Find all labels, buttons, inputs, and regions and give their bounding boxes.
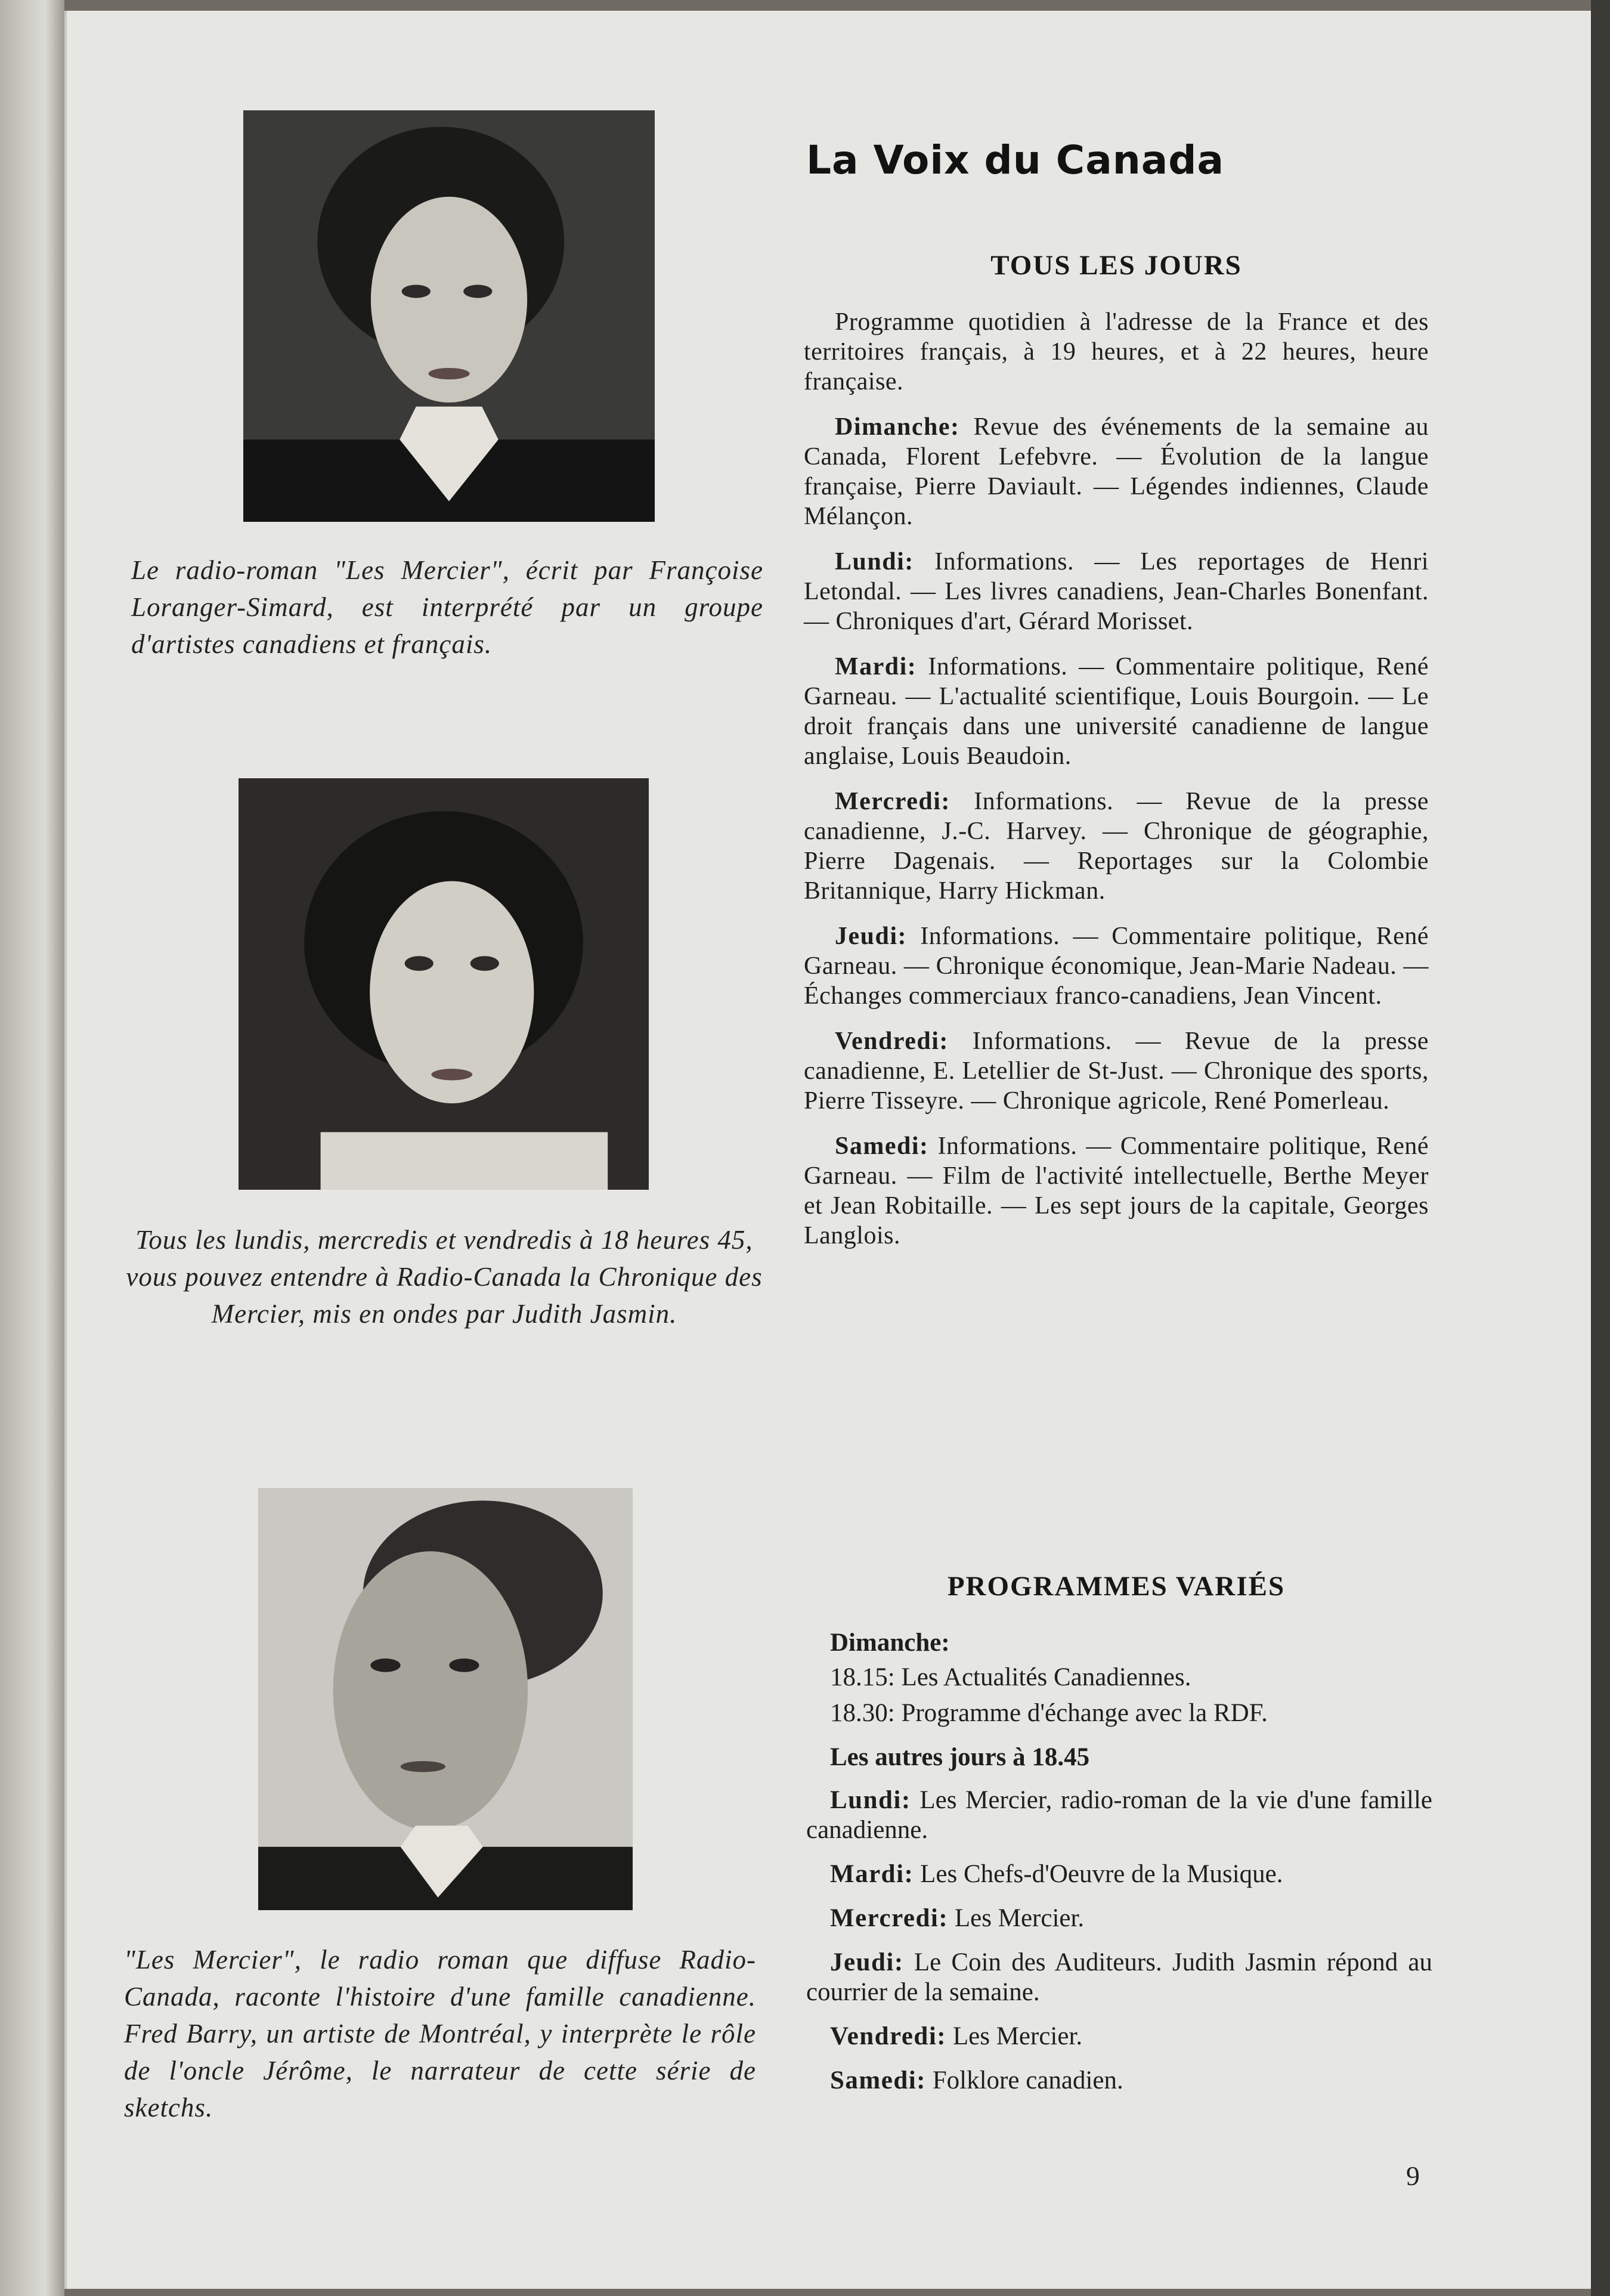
day-text: Revue des événements de la semaine au Canada, Florent Lefebvre. — Évolution de la langue française, Pierre Daviault. — Légendes indiennes, Claude Mélançon. [804,413,1429,530]
caption-1: Le radio-roman "Les Mercier", écrit par Françoise Loranger-Simard, est interprété par un groupe d'artistes canadiens et français. [131,555,763,659]
day-label: Mardi: [835,653,917,680]
intro-paragraph: Programme quotidien à l'adresse de la France et des territoires français, à 19 heures, et à 22 heures, heure française. [804,308,1429,395]
schedule-samedi [804,1131,1429,1251]
day-label: Vendredi: [830,2022,947,2050]
day-text: Informations. — Revue de la presse canadienne, E. Letellier de St-Just. — Chronique des sports, Pierre Tisseyre. — Chronique agricole, René Pomerleau. [804,1028,1429,1115]
day-label: Mercredi: [830,1904,949,1932]
portrait-photo-2 [239,778,649,1190]
variety-entry-samedi [806,2066,1432,2096]
day-text: Folklore canadien. [932,2066,1123,2094]
schedule-lundi [804,547,1429,636]
book-binding [0,0,64,2296]
day-label: Lundi: [835,548,914,575]
programmes-varies-section [806,1628,1432,2110]
schedule-jeudi [804,921,1429,1011]
page-number: 9 [1406,2161,1420,2191]
day-label: Vendredi: [835,1028,949,1055]
dimanche-label: Dimanche: [830,1629,950,1657]
day-label: Dimanche: [835,413,960,441]
portrait-photo-1 [243,110,655,522]
day-text: Informations. — Revue de la presse canadienne, J.-C. Harvey. — Chronique de géographie, Pierre Dagenais. — Reportages sur la Colombie Britannique, Harry Hickman. [804,788,1429,905]
day-label: Samedi: [835,1132,929,1160]
dimanche-item: 18.30: Programme d'échange avec la RDF. [830,1699,1268,1727]
autres-jours-label: Les autres jours à 18.45 [830,1743,1090,1771]
caption-3: "Les Mercier", le radio roman que diffuse Radio-Canada, raconte l'histoire d'une famille canadienne. Fred Barry, un artiste de Montréal, y interprète le rôle de l'oncle Jérôme, le narrateur de cette série de sketchs. [124,1945,756,2122]
variety-entry-mardi [806,1859,1432,1889]
dimanche-item: 18.15: Les Actualités Canadiennes. [830,1663,1191,1691]
day-text: Informations. — Commentaire politique, René Garneau. — Film de l'activité intellectuelle, Berthe Meyer et Jean Robitaille. — Les sept jours de la capitale, Georges Langlois. [804,1132,1429,1249]
schedule-vendredi [804,1026,1429,1116]
variety-entry-lundi [806,1786,1432,1845]
day-text: Le Coin des Auditeurs. Judith Jasmin répond au courrier de la semaine. [806,1948,1432,2006]
variety-entry-jeudi [806,1948,1432,2007]
day-label: Samedi: [830,2066,926,2094]
day-label: Mercredi: [835,788,950,815]
day-label: Lundi: [830,1786,911,1814]
section-heading-tous-les-jours: TOUS LES JOURS [990,250,1242,281]
day-label: Jeudi: [830,1948,904,1976]
section-heading-programmes-varies: PROGRAMMES VARIÉS [947,1571,1286,1602]
page-title: La Voix du Canada [806,137,1225,183]
variety-entry-vendredi [806,2022,1432,2051]
schedule-dimanche [804,412,1429,531]
day-text: Les Mercier, radio-roman de la vie d'une famille canadienne. [806,1786,1432,1844]
variety-entry-mercredi [806,1904,1432,1933]
day-text: Les Mercier. [954,1904,1085,1932]
day-label: Jeudi: [835,923,908,950]
day-text: Informations. — Les reportages de Henri Letondal. — Les livres canadiens, Jean-Charles Bonenfant. — Chroniques d'art, Gérard Morisset. [804,548,1429,635]
page-edge [1591,0,1610,2296]
day-text: Informations. — Commentaire politique, René Garneau. — L'actualité scientifique, Louis Bourgoin. — Le droit français dans une université canadienne de langue anglaise, Louis Beaudoin. [804,653,1429,770]
schedule-mardi [804,652,1429,771]
caption-2: Tous les lundis, mercredis et vendredis à 18 heures 45, vous pouvez entendre à Radio-Canada la Chronique des Mercier, mis en ondes par Judith Jasmin. [126,1225,763,1329]
tous-les-jours-section [804,307,1429,1266]
day-text: Les Chefs-d'Oeuvre de la Musique. [920,1860,1283,1888]
day-text: Informations. — Commentaire politique, René Garneau. — Chronique économique, Jean-Marie Nadeau. — Échanges commerciaux franco-canadiens, Jean Vincent. [804,923,1429,1010]
day-text: Les Mercier. [952,2022,1083,2050]
schedule-mercredi [804,787,1429,906]
day-label: Mardi: [830,1860,914,1888]
portrait-photo-3 [258,1488,633,1910]
